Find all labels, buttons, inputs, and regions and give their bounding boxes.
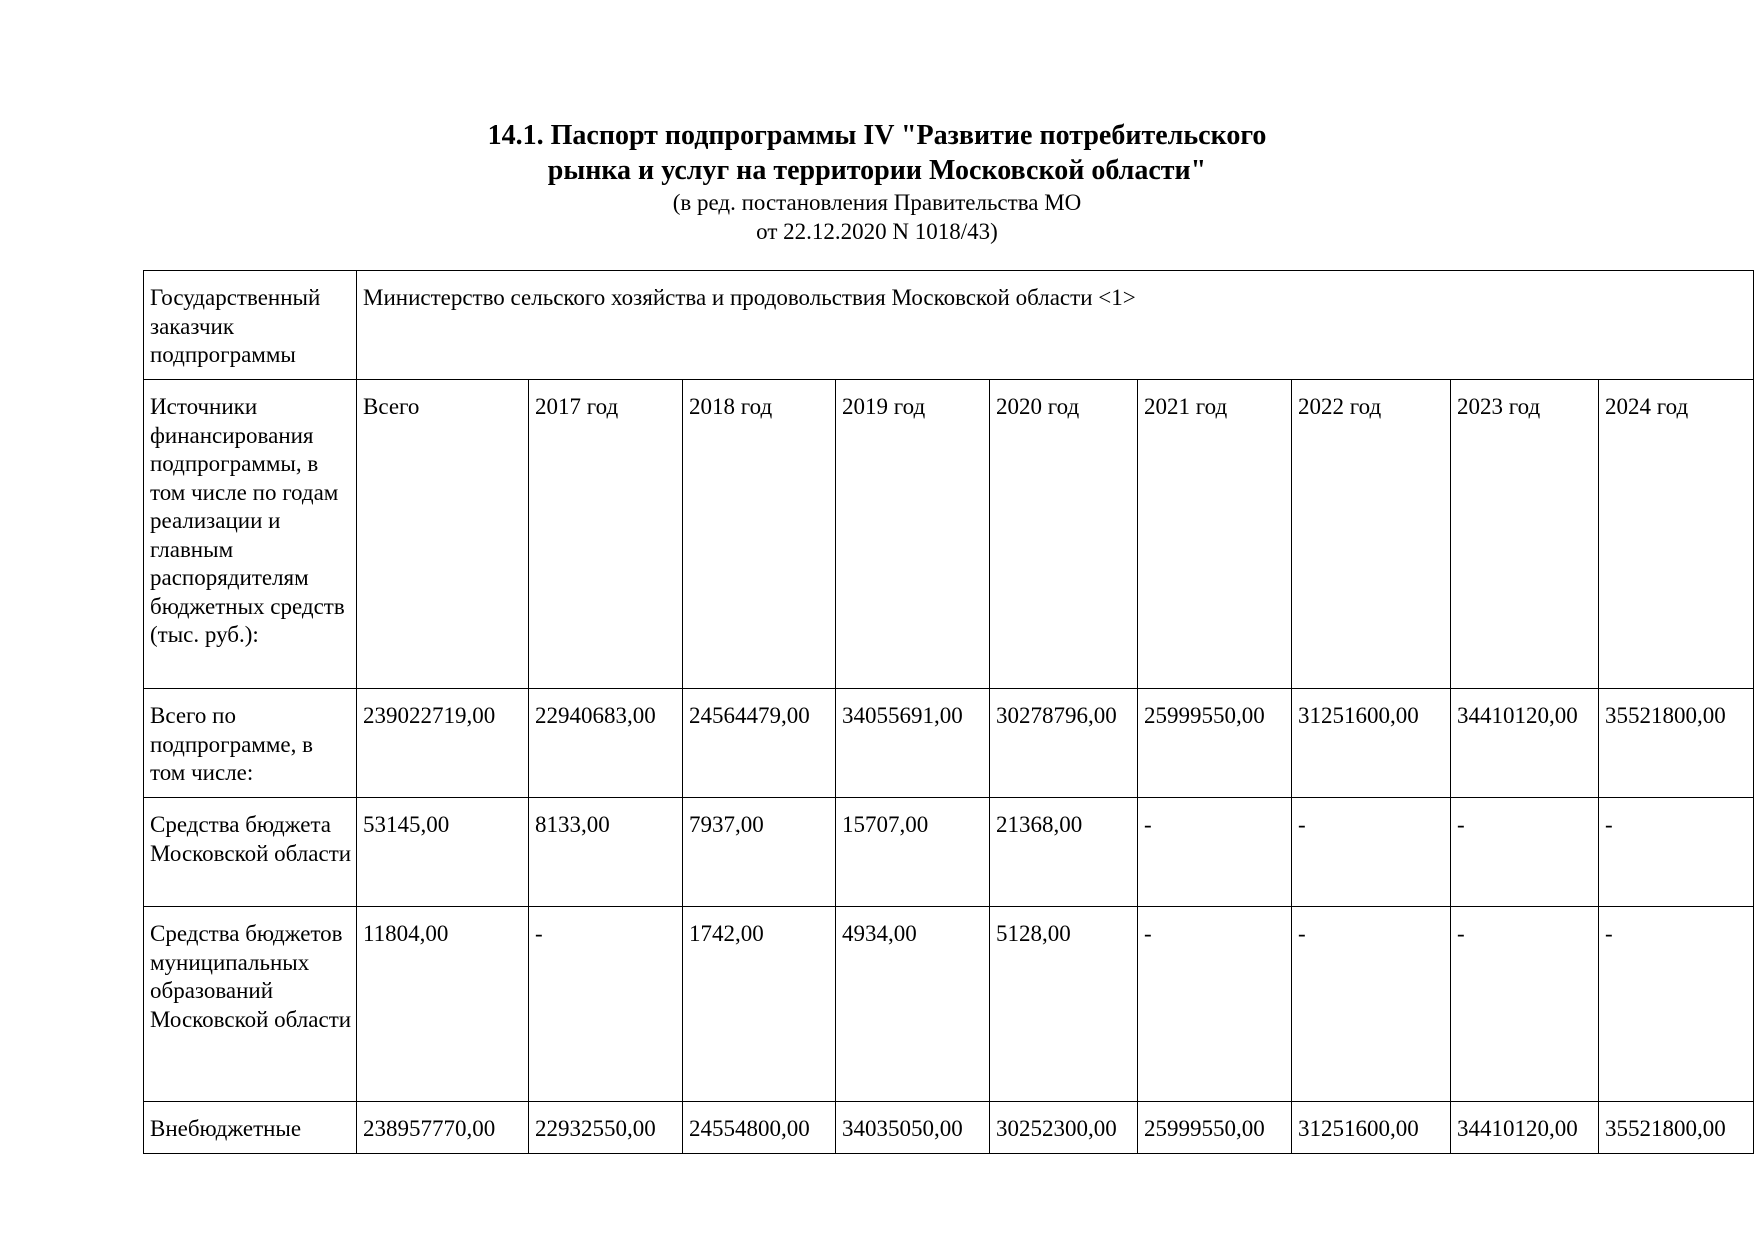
- table-cell: 22940683,00: [529, 689, 683, 798]
- table-cell: 34410120,00: [1451, 1102, 1599, 1154]
- column-header: Всего: [357, 380, 529, 689]
- column-header: 2021 год: [1138, 380, 1292, 689]
- extrabudgetary-row: [144, 1102, 1754, 1154]
- column-header: 2020 год: [990, 380, 1138, 689]
- table-cell: 34055691,00: [836, 689, 990, 798]
- column-header: 2022 год: [1292, 380, 1451, 689]
- row-label: Средства бюджета Московской области: [144, 798, 357, 907]
- funding-sources-label: Источники финансирования подпрограммы, в том числе по годам реализации и главным распорядителям бюджетных средств (тыс. руб.):: [144, 380, 357, 689]
- table-cell: -: [529, 907, 683, 1102]
- column-header: 2017 год: [529, 380, 683, 689]
- table-cell: 7937,00: [683, 798, 836, 907]
- column-header: 2024 год: [1599, 380, 1754, 689]
- table-cell: -: [1138, 907, 1292, 1102]
- customer-label: Государственный заказчик подпрограммы: [144, 271, 357, 380]
- table-cell: 25999550,00: [1138, 689, 1292, 798]
- table-cell: 31251600,00: [1292, 1102, 1451, 1154]
- funding-header-row: [144, 380, 1754, 689]
- document-heading: [0, 118, 1754, 246]
- customer-row: [144, 271, 1754, 380]
- column-header: 2023 год: [1451, 380, 1599, 689]
- regional-budget-row: [144, 798, 1754, 907]
- table-cell: -: [1599, 798, 1754, 907]
- table-cell: 24564479,00: [683, 689, 836, 798]
- table-cell: 35521800,00: [1599, 1102, 1754, 1154]
- table-cell: 11804,00: [357, 907, 529, 1102]
- table-cell: 21368,00: [990, 798, 1138, 907]
- table-cell: 53145,00: [357, 798, 529, 907]
- title-line-2: рынка и услуг на территории Московской области": [547, 155, 1207, 186]
- table-cell: 35521800,00: [1599, 689, 1754, 798]
- table-cell: -: [1138, 798, 1292, 907]
- customer-value: Министерство сельского хозяйства и продовольствия Московской области <1>: [357, 271, 1754, 380]
- amendment-line-2: от 22.12.2020 N 1018/43): [756, 219, 998, 244]
- table-cell: 25999550,00: [1138, 1102, 1292, 1154]
- table-cell: 15707,00: [836, 798, 990, 907]
- table-cell: 24554800,00: [683, 1102, 836, 1154]
- table-cell: 5128,00: [990, 907, 1138, 1102]
- title-line-1: 14.1. Паспорт подпрограммы IV "Развитие потребительского: [487, 120, 1267, 151]
- table-cell: -: [1599, 907, 1754, 1102]
- table-cell: -: [1451, 798, 1599, 907]
- table-cell: 31251600,00: [1292, 689, 1451, 798]
- row-label: Средства бюджетов муниципальных образований Московской области: [144, 907, 357, 1102]
- table-cell: -: [1451, 907, 1599, 1102]
- column-header: 2019 год: [836, 380, 990, 689]
- table-cell: 30252300,00: [990, 1102, 1138, 1154]
- table-cell: 34035050,00: [836, 1102, 990, 1154]
- amendment-line-1: (в ред. постановления Правительства МО: [672, 190, 1082, 215]
- row-label: Внебюджетные: [144, 1102, 357, 1154]
- table-cell: 238957770,00: [357, 1102, 529, 1154]
- table-cell: 1742,00: [683, 907, 836, 1102]
- municipal-budget-row: [144, 907, 1754, 1102]
- table-cell: 34410120,00: [1451, 689, 1599, 798]
- table-cell: 8133,00: [529, 798, 683, 907]
- table-cell: 22932550,00: [529, 1102, 683, 1154]
- column-header: 2018 год: [683, 380, 836, 689]
- table-cell: 239022719,00: [357, 689, 529, 798]
- subprogram-passport-table: [143, 270, 1754, 1154]
- table-cell: 30278796,00: [990, 689, 1138, 798]
- row-label: Всего по подпрограмме, в том числе:: [144, 689, 357, 798]
- table-cell: -: [1292, 907, 1451, 1102]
- total-row: [144, 689, 1754, 798]
- table-cell: -: [1292, 798, 1451, 907]
- table-cell: 4934,00: [836, 907, 990, 1102]
